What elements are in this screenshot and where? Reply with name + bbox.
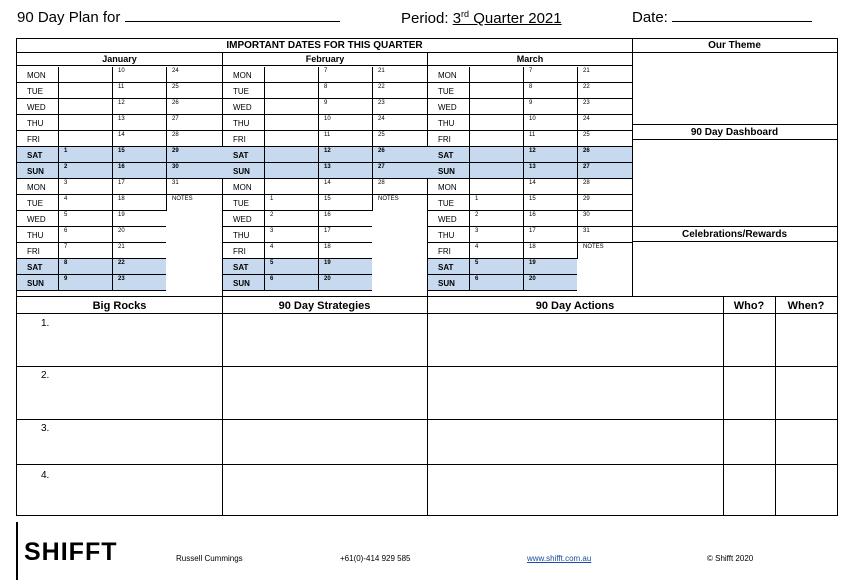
date-cell: 12 <box>318 147 372 163</box>
actions-header: 90 Day Actions <box>535 300 615 312</box>
month-header-divider <box>17 65 223 66</box>
weekday-cell: MON <box>17 67 58 83</box>
who-header: Who? <box>733 300 765 312</box>
weekday-cell: WED <box>223 211 264 227</box>
date-cell: 16 <box>318 211 372 227</box>
celebrations-title: Celebrations/Rewards <box>681 229 788 240</box>
date-cell: 1 <box>264 195 318 211</box>
date-cell <box>264 83 318 99</box>
big-rock-number: 2. <box>41 370 50 381</box>
date-cell: 12 <box>523 147 577 163</box>
period-value: 3rd Quarter 2021 <box>452 9 562 27</box>
date-cell: 11 <box>318 131 372 147</box>
planning-table <box>16 296 838 516</box>
date-cell: 17 <box>318 227 372 243</box>
month-name: January <box>102 54 137 64</box>
date-cell: 15 <box>318 195 372 211</box>
footer-phone: +61(0)-414 929 585 <box>340 554 411 563</box>
date-cell: 26 <box>166 99 223 115</box>
our-theme-title: Our Theme <box>708 40 761 51</box>
weekday-cell: WED <box>428 211 469 227</box>
date-cell: 12 <box>112 99 166 115</box>
date-cell: 27 <box>577 163 632 179</box>
month-block-march <box>428 52 632 296</box>
date-cell: 14 <box>318 179 372 195</box>
weekday-cell: SUN <box>428 275 469 291</box>
date-cell <box>372 243 428 259</box>
date-cell <box>58 67 112 83</box>
date-cell: 9 <box>318 99 372 115</box>
weekday-cell: SAT <box>17 147 58 163</box>
date-blank[interactable] <box>672 21 812 22</box>
weekday-cell: THU <box>17 227 58 243</box>
date-label: Date: <box>632 9 668 26</box>
weekday-cell: MON <box>17 179 58 195</box>
date-cell: 14 <box>112 131 166 147</box>
date-cell: 10 <box>318 115 372 131</box>
plan-for-field <box>17 9 340 26</box>
weekday-cell: THU <box>428 227 469 243</box>
date-cell: 14 <box>523 179 577 195</box>
date-cell: 6 <box>58 227 112 243</box>
date-cell: 9 <box>58 275 112 291</box>
big-rock-number: 3. <box>41 423 50 434</box>
notes-label: NOTES <box>372 195 428 211</box>
date-cell <box>577 259 632 275</box>
date-cell: 1 <box>58 147 112 163</box>
date-cell: 10 <box>523 115 577 131</box>
date-cell: 9 <box>523 99 577 115</box>
month-name: March <box>516 54 544 64</box>
date-cell <box>264 115 318 131</box>
date-cell: 21 <box>577 67 632 83</box>
month-block-february <box>223 52 428 296</box>
date-cell: 25 <box>577 131 632 147</box>
theme-divider <box>632 52 837 53</box>
date-cell: 13 <box>318 163 372 179</box>
date-cell: 16 <box>523 211 577 227</box>
dashboard-divider <box>632 139 837 140</box>
date-cell: 17 <box>523 227 577 243</box>
date-cell <box>166 227 223 243</box>
date-cell: 11 <box>112 83 166 99</box>
date-cell <box>166 275 223 291</box>
dashboard-top-line <box>632 124 837 125</box>
col-divider-3 <box>723 297 724 515</box>
col-divider-4 <box>775 297 776 515</box>
date-cell: 27 <box>166 115 223 131</box>
notes-label: NOTES <box>577 243 632 259</box>
date-cell <box>469 67 523 83</box>
date-cell: 3 <box>264 227 318 243</box>
weekday-cell: TUE <box>223 83 264 99</box>
date-cell <box>577 275 632 291</box>
date-cell: 26 <box>372 147 428 163</box>
big-rock-number: 1. <box>41 318 50 329</box>
date-cell: 27 <box>372 163 428 179</box>
month-header-divider <box>223 65 428 66</box>
date-cell: 24 <box>166 67 223 83</box>
date-cell <box>372 275 428 291</box>
date-cell: 2 <box>58 163 112 179</box>
weekday-cell: WED <box>428 99 469 115</box>
date-cell <box>58 83 112 99</box>
date-cell: 18 <box>318 243 372 259</box>
row-divider-1 <box>17 366 837 367</box>
weekday-cell: TUE <box>223 195 264 211</box>
weekday-cell: SUN <box>223 163 264 179</box>
date-cell <box>166 259 223 275</box>
date-cell: 31 <box>577 227 632 243</box>
weekday-cell: THU <box>223 115 264 131</box>
date-cell: 16 <box>112 163 166 179</box>
celebrations-top-line <box>632 226 837 227</box>
date-cell <box>264 147 318 163</box>
date-cell: 30 <box>166 163 223 179</box>
date-cell <box>166 243 223 259</box>
date-cell: 8 <box>523 83 577 99</box>
col-divider-1 <box>222 297 223 515</box>
date-cell: 7 <box>523 67 577 83</box>
date-cell <box>166 211 223 227</box>
date-cell <box>264 163 318 179</box>
date-cell <box>264 131 318 147</box>
date-cell: 13 <box>523 163 577 179</box>
weekday-cell: SUN <box>223 275 264 291</box>
weekday-cell: SAT <box>428 147 469 163</box>
col-divider-2 <box>427 297 428 515</box>
date-cell: 6 <box>264 275 318 291</box>
month-header-divider <box>428 65 632 66</box>
big-rocks-header: Big Rocks <box>92 300 147 312</box>
side-panel <box>632 38 838 297</box>
date-cell: 29 <box>166 147 223 163</box>
date-cell: 24 <box>372 115 428 131</box>
date-cell: 5 <box>58 211 112 227</box>
notes-label: NOTES <box>166 195 223 211</box>
date-cell: 24 <box>577 115 632 131</box>
footer-rule <box>16 522 18 580</box>
weekday-cell: MON <box>223 179 264 195</box>
plan-for-blank[interactable] <box>125 21 340 22</box>
celebrations-divider <box>632 241 837 242</box>
weekday-cell: FRI <box>223 243 264 259</box>
date-cell: 28 <box>166 131 223 147</box>
date-cell <box>372 211 428 227</box>
weekday-cell: SUN <box>428 163 469 179</box>
date-cell <box>58 131 112 147</box>
strategies-header: 90 Day Strategies <box>278 300 371 312</box>
weekday-cell: WED <box>17 99 58 115</box>
weekday-cell: FRI <box>17 131 58 147</box>
weekday-cell: MON <box>223 67 264 83</box>
date-cell <box>469 163 523 179</box>
shifft-logo: SHIFFT <box>24 538 118 566</box>
date-cell: 6 <box>469 275 523 291</box>
date-cell: 10 <box>112 67 166 83</box>
date-cell <box>264 179 318 195</box>
calendar-months <box>17 39 632 296</box>
date-cell <box>469 147 523 163</box>
weekday-cell: SAT <box>223 259 264 275</box>
date-cell: 19 <box>318 259 372 275</box>
date-cell: 26 <box>577 147 632 163</box>
date-cell: 23 <box>112 275 166 291</box>
date-cell: 7 <box>318 67 372 83</box>
date-cell: 3 <box>58 179 112 195</box>
date-cell: 11 <box>523 131 577 147</box>
weekday-cell: FRI <box>17 243 58 259</box>
weekday-cell: SAT <box>428 259 469 275</box>
date-cell <box>469 131 523 147</box>
footer-name: Russell Cummings <box>176 554 243 563</box>
date-cell: 29 <box>577 195 632 211</box>
date-cell: 28 <box>372 179 428 195</box>
date-cell: 4 <box>58 195 112 211</box>
weekday-cell: FRI <box>428 243 469 259</box>
date-cell: 2 <box>264 211 318 227</box>
month-name: February <box>305 54 345 64</box>
date-cell: 5 <box>469 259 523 275</box>
period-label: Period: <box>401 10 449 27</box>
weekday-cell: SUN <box>17 163 58 179</box>
date-cell: 2 <box>469 211 523 227</box>
date-cell: 8 <box>58 259 112 275</box>
footer-website-link[interactable]: www.shifft.com.au <box>527 554 592 563</box>
row-divider-3 <box>17 464 837 465</box>
dashboard-title: 90 Day Dashboard <box>690 127 779 138</box>
date-cell <box>58 99 112 115</box>
date-cell: 15 <box>112 147 166 163</box>
weekday-cell: TUE <box>17 83 58 99</box>
date-cell: 23 <box>577 99 632 115</box>
date-cell: 22 <box>372 83 428 99</box>
weekday-cell: FRI <box>223 131 264 147</box>
weekday-cell: MON <box>428 67 469 83</box>
date-cell <box>372 227 428 243</box>
date-cell: 25 <box>166 83 223 99</box>
date-cell: 30 <box>577 211 632 227</box>
weekday-cell: THU <box>17 115 58 131</box>
important-dates-title: IMPORTANT DATES FOR THIS QUARTER <box>226 40 423 51</box>
weekday-cell: SAT <box>223 147 264 163</box>
weekday-cell: MON <box>428 179 469 195</box>
date-cell: 21 <box>112 243 166 259</box>
weekday-cell: WED <box>223 99 264 115</box>
weekday-cell: TUE <box>17 195 58 211</box>
row-divider-2 <box>17 419 837 420</box>
footer-copyright: © Shifft 2020 <box>707 554 754 563</box>
weekday-cell: THU <box>428 115 469 131</box>
date-cell: 3 <box>469 227 523 243</box>
date-cell <box>469 99 523 115</box>
date-cell: 20 <box>523 275 577 291</box>
date-cell: 13 <box>112 115 166 131</box>
date-cell <box>469 115 523 131</box>
big-rock-number: 4. <box>41 470 50 481</box>
weekday-cell: THU <box>223 227 264 243</box>
date-cell: 25 <box>372 131 428 147</box>
date-cell: 28 <box>577 179 632 195</box>
date-cell: 19 <box>523 259 577 275</box>
date-cell: 17 <box>112 179 166 195</box>
date-cell: 15 <box>523 195 577 211</box>
weekday-cell: TUE <box>428 83 469 99</box>
date-cell <box>264 67 318 83</box>
date-cell: 4 <box>469 243 523 259</box>
month-block-january <box>17 52 223 296</box>
date-cell: 31 <box>166 179 223 195</box>
date-cell: 8 <box>318 83 372 99</box>
date-field <box>632 9 812 26</box>
date-cell <box>469 83 523 99</box>
weekday-cell: SUN <box>17 275 58 291</box>
when-header: When? <box>787 300 825 312</box>
important-dates-section <box>16 38 633 297</box>
date-cell: 1 <box>469 195 523 211</box>
date-cell: 4 <box>264 243 318 259</box>
date-cell: 23 <box>372 99 428 115</box>
date-cell: 7 <box>58 243 112 259</box>
date-cell: 20 <box>112 227 166 243</box>
date-cell: 20 <box>318 275 372 291</box>
date-cell <box>372 259 428 275</box>
date-cell: 22 <box>112 259 166 275</box>
date-cell <box>264 99 318 115</box>
date-cell: 5 <box>264 259 318 275</box>
plan-for-label: 90 Day Plan for <box>17 9 121 26</box>
weekday-cell: TUE <box>428 195 469 211</box>
date-cell: 22 <box>577 83 632 99</box>
date-cell <box>469 179 523 195</box>
weekday-cell: SAT <box>17 259 58 275</box>
date-cell: 19 <box>112 211 166 227</box>
date-cell: 18 <box>523 243 577 259</box>
date-cell: 18 <box>112 195 166 211</box>
date-cell <box>58 115 112 131</box>
period-field <box>401 9 562 27</box>
date-cell: 21 <box>372 67 428 83</box>
weekday-cell: WED <box>17 211 58 227</box>
weekday-cell: FRI <box>428 131 469 147</box>
